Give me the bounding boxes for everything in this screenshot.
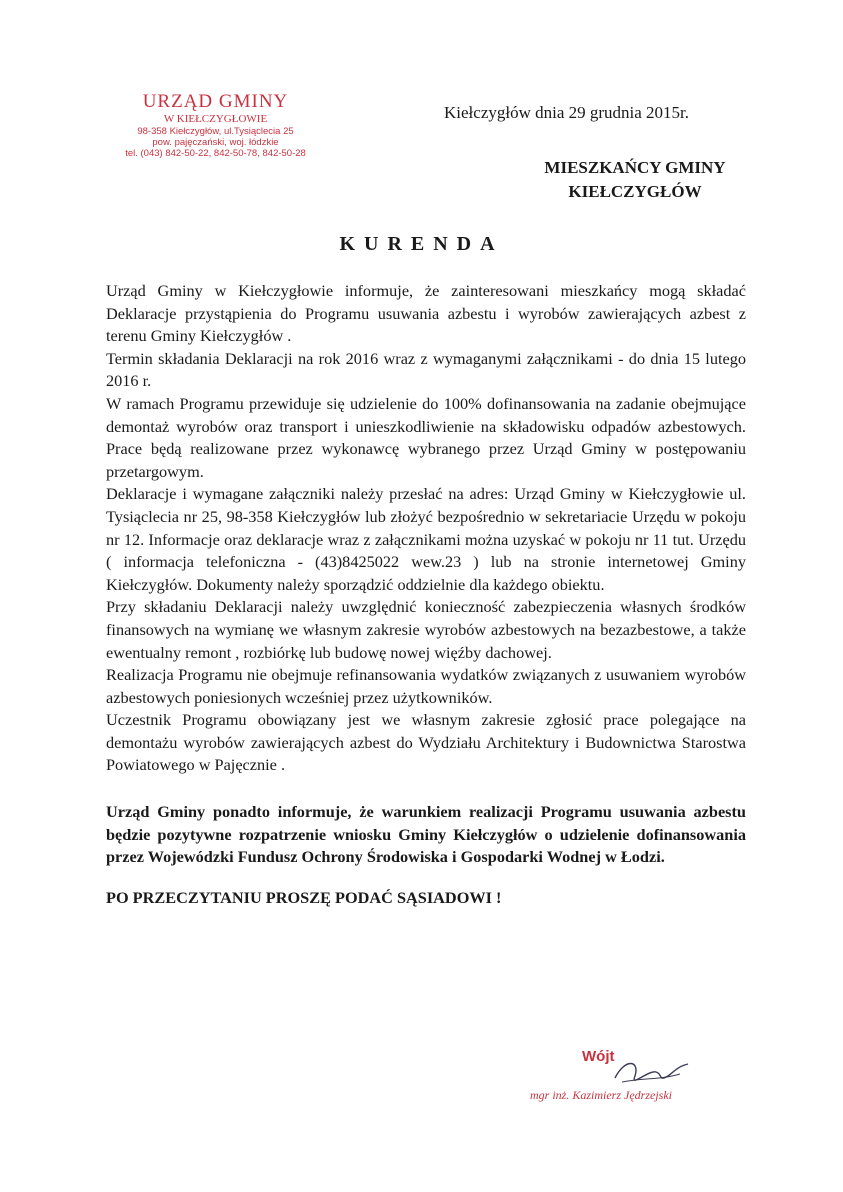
stamp-office-location: W KIEŁCZYGŁOWIE xyxy=(163,113,268,125)
stamp-region: pow. pajęczański, woj. łódzkie xyxy=(152,137,279,148)
addressee xyxy=(505,156,765,204)
closing-line: PO PRZECZYTANIU PROSZĘ PODAĆ SĄSIADOWI ! xyxy=(106,887,502,907)
signature-title: Wójt xyxy=(582,1048,615,1065)
signature-name: mgr inż. Kazimierz Jędrzejski xyxy=(530,1088,672,1102)
stamp-address: 98-358 Kiełczygłów, ul.Tysiąclecia 25 xyxy=(137,126,294,137)
document-body xyxy=(106,280,746,909)
paragraph: Realizacja Programu nie obejmuje refinansowania wydatków związanych z usuwaniem wyrobów azbestowych poniesionych wcześniej przez użytkowników. xyxy=(106,665,746,707)
paragraph: W ramach Programu przewiduje się udzielenie do 100% dofinansowania na zadanie obejmujące demontaż wyrobów oraz transport i unieszkodliwienie na składowisku odpadów azbestowych. Prace będą realizowane przez wykonawcę wybranego przez Urząd Gminy w postępowaniu przetargowym. xyxy=(106,393,746,481)
stamp-phone: tel. (043) 842-50-22, 842-50-78, 842-50-28 xyxy=(125,148,306,159)
document-date: Kiełczygłów dnia 29 grudnia 2015r. xyxy=(444,103,690,122)
stamp-office-name: URZĄD GMINY xyxy=(142,91,289,112)
handwritten-signature xyxy=(530,1048,710,1118)
office-stamp xyxy=(108,92,323,159)
paragraph: Urząd Gminy w Kiełczygłowie informuje, że zainteresowani mieszkańcy mogą składać Deklaracje przystąpienia do Programu usuwania azbestu i wyrobów zawierających azbest z terenu Gminy Kiełczygłów . xyxy=(106,281,746,346)
signature-block xyxy=(530,1048,710,1118)
document-title: KURENDA xyxy=(339,233,504,255)
emphasis-paragraph: Urząd Gminy ponadto informuje, że warunkiem realizacji Programu usuwania azbestu będzie pozytywne rozpatrzenie wniosku Gminy Kiełczygłów o udzielenie dofinansowania przez Wojewódzki Fundusz Ochrony Środowiska i Gospodarki Wodnej w Łodzi. xyxy=(106,802,746,867)
addressee-line-1: MIESZKAŃCY GMINY xyxy=(544,158,726,177)
paragraph: Uczestnik Programu obowiązany jest we własnym zakresie zgłosić prace polegające na demontażu wyrobów zawierających azbest do Wydziału Architektury i Budownictwa Starostwa Powiatowego w Pajęcznie . xyxy=(106,710,746,775)
paragraph: Termin składania Deklaracji na rok 2016 wraz z wymaganymi załącznikami - do dnia 15 lutego 2016 r. xyxy=(106,348,746,391)
addressee-line-2: KIEŁCZYGŁÓW xyxy=(568,182,702,201)
paragraph: Przy składaniu Deklaracji należy uwzględnić konieczność zabezpieczenia własnych środków finansowych na wymianę we własnym zakresie wyrobów azbestowych na bezazbestowe, a także ewentualny remont , rozbiórkę lub budowę nowej więźby dachowej. xyxy=(106,597,746,662)
paragraph: Deklaracje i wymagane załączniki należy przesłać na adres: Urząd Gminy w Kiełczygłowie ul. Tysiąclecia nr 25, 98-358 Kiełczygłów lub złożyć bezpośrednio w sekretariacie Urzędu w pokoju nr 12. Informacje oraz deklaracje wraz z załącznikami można uzyskać w pokoju nr 11 tut. Urzędu ( informacja telefoniczna - (43)8425022 wew.23 ) lub na stronie internetowej Gminy Kiełczygłów. Dokumenty należy sporządzić oddzielnie dla każdego obiektu. xyxy=(106,484,746,594)
